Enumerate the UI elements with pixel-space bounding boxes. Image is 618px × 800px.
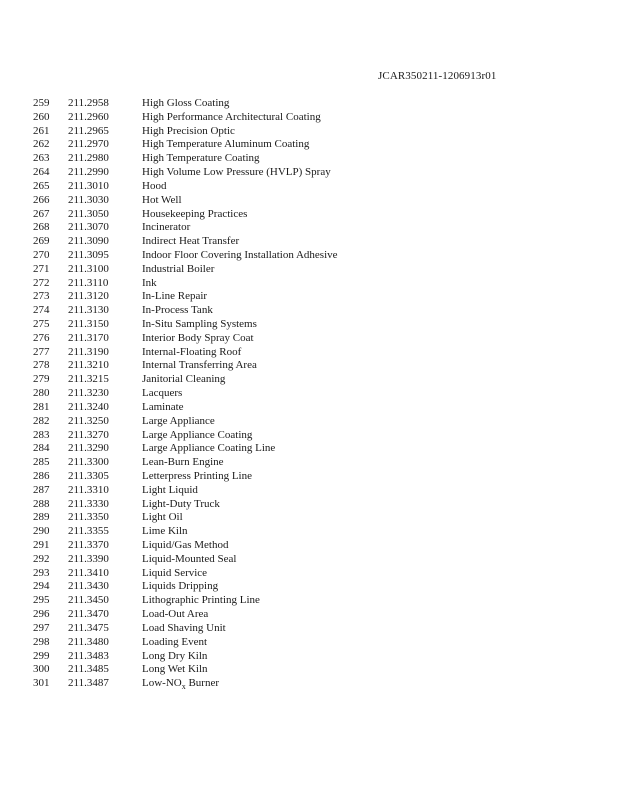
- list-item: [0, 636, 618, 650]
- list-item: [0, 401, 618, 415]
- section-number: 211.2980: [68, 152, 109, 165]
- item-number: 291: [33, 539, 50, 551]
- term-name: Indirect Heat Transfer: [142, 235, 240, 248]
- list-item: [0, 359, 618, 373]
- term-name: High Temperature Aluminum Coating: [142, 138, 310, 151]
- section-number: 211.3240: [68, 400, 109, 413]
- item-number: 301: [33, 677, 50, 690]
- term-name: High Volume Low Pressure (HVLP) Spray: [142, 166, 331, 179]
- term-name: Liquids Dripping: [142, 580, 219, 593]
- item-number: 285: [33, 456, 50, 469]
- item-number: 298: [33, 635, 50, 648]
- section-number: 211.3070: [68, 221, 109, 234]
- term-name: High Temperature Coating: [142, 152, 260, 165]
- section-number: 211.3330: [68, 497, 109, 510]
- list-item: [0, 346, 618, 360]
- term-name: Load Shaving Unit: [142, 621, 226, 634]
- term-name: Long Wet Kiln: [142, 663, 208, 676]
- section-number: 211.3487: [68, 677, 109, 690]
- term-name: Hood: [142, 179, 167, 192]
- section-number: 211.3310: [68, 483, 109, 496]
- item-number: 274: [33, 304, 50, 317]
- term-name: Indoor Floor Covering Installation Adhesive: [142, 248, 338, 261]
- item-number: 277: [33, 345, 50, 358]
- item-number: 260: [33, 110, 50, 123]
- section-number: 211.2990: [68, 166, 109, 179]
- list-item: [0, 594, 618, 608]
- term-name: Load-Out Area: [142, 608, 209, 621]
- item-number: 281: [33, 400, 50, 413]
- item-number: 283: [33, 428, 50, 441]
- list-item: [0, 650, 618, 664]
- item-number: 266: [33, 193, 50, 206]
- term-name: Light Liquid: [142, 483, 198, 496]
- list-item: [0, 484, 618, 498]
- term-name: In-Line Repair: [142, 290, 208, 303]
- section-number: 211.3120: [68, 290, 109, 303]
- item-number: 272: [33, 276, 50, 289]
- term-name: High Precision Optic: [142, 124, 235, 137]
- item-number: 300: [33, 663, 50, 676]
- term-name: Lean-Burn Engine: [142, 456, 224, 469]
- section-number: 211.3010: [68, 179, 109, 192]
- list-item: [0, 166, 618, 180]
- section-number: 211.3370: [68, 539, 109, 551]
- item-number: 269: [33, 235, 50, 248]
- list-item: [0, 138, 618, 152]
- item-number: 287: [33, 483, 50, 496]
- section-number: 211.3100: [68, 262, 109, 275]
- term-text-suffix: Burner: [185, 677, 220, 690]
- term-name: Internal Transferring Area: [142, 359, 257, 372]
- term-name: Large Appliance Coating Line: [142, 442, 276, 455]
- section-number: 211.3030: [68, 193, 109, 206]
- term-name: Light Oil: [142, 511, 183, 524]
- list-item: [0, 221, 618, 235]
- item-number: 299: [33, 649, 50, 662]
- item-number: 270: [33, 248, 50, 261]
- list-item: [0, 249, 618, 263]
- section-number: 211.3475: [68, 621, 109, 634]
- item-number: 278: [33, 359, 50, 372]
- list-item: [0, 622, 618, 636]
- list-item: [0, 235, 618, 249]
- item-number: 273: [33, 290, 50, 303]
- term-name: Hot Well: [142, 193, 182, 206]
- list-item: [0, 277, 618, 291]
- item-number: 279: [33, 373, 50, 386]
- item-number: 295: [33, 594, 50, 607]
- term-name: Liquid-Mounted Seal: [142, 552, 237, 565]
- term-name: High Performance Architectural Coating: [142, 110, 321, 123]
- item-number: 265: [33, 179, 50, 192]
- term-name: Liquid Service: [142, 566, 208, 579]
- term-name: [142, 677, 219, 691]
- section-number: 211.2960: [68, 110, 109, 123]
- list-item: [0, 456, 618, 470]
- term-name: Janitorial Cleaning: [142, 373, 226, 386]
- list-item: [0, 180, 618, 194]
- section-number: 211.3430: [68, 580, 109, 593]
- list-item: [0, 304, 618, 318]
- list-item: [0, 263, 618, 277]
- section-number: 211.3230: [68, 387, 109, 400]
- item-number: 296: [33, 608, 50, 621]
- section-number: 211.3110: [68, 276, 109, 289]
- definitions-list: [0, 97, 618, 691]
- section-number: 211.3355: [68, 525, 109, 538]
- list-item: [0, 525, 618, 539]
- list-item: [0, 332, 618, 346]
- list-item: [0, 553, 618, 567]
- term-text: Low-NO: [142, 677, 182, 690]
- term-name: High Gloss Coating: [142, 97, 230, 109]
- list-item: [0, 152, 618, 166]
- list-item: [0, 663, 618, 677]
- term-subscript: x: [181, 682, 186, 692]
- section-number: 211.3215: [68, 373, 109, 386]
- section-number: 211.3483: [68, 649, 109, 662]
- list-item: [0, 580, 618, 594]
- item-number: 259: [33, 97, 50, 109]
- section-number: 211.3090: [68, 235, 109, 248]
- list-item: [0, 415, 618, 429]
- item-number: 284: [33, 442, 50, 455]
- item-number: 276: [33, 331, 50, 344]
- section-number: 211.3095: [68, 248, 109, 261]
- term-name: Internal-Floating Roof: [142, 345, 242, 358]
- list-item: [0, 567, 618, 581]
- list-item: [0, 442, 618, 456]
- section-number: 211.3130: [68, 304, 109, 317]
- section-number: 211.3390: [68, 552, 109, 565]
- section-number: 211.3305: [68, 469, 109, 482]
- term-name: Laminate: [142, 400, 184, 413]
- list-item: [0, 470, 618, 484]
- term-name: Liquid/Gas Method: [142, 539, 229, 551]
- list-item: [0, 498, 618, 512]
- item-number: 293: [33, 566, 50, 579]
- item-number: 280: [33, 387, 50, 400]
- list-item: [0, 511, 618, 525]
- item-number: 268: [33, 221, 50, 234]
- item-number: 290: [33, 525, 50, 538]
- term-name: Long Dry Kiln: [142, 649, 208, 662]
- section-number: 211.3170: [68, 331, 109, 344]
- item-number: 286: [33, 469, 50, 482]
- section-number: 211.3150: [68, 318, 109, 330]
- section-number: 211.3350: [68, 511, 109, 524]
- term-name: Letterpress Printing Line: [142, 469, 252, 482]
- list-item: [0, 125, 618, 139]
- list-item: [0, 429, 618, 443]
- item-number: 288: [33, 497, 50, 510]
- term-name: Large Appliance Coating: [142, 428, 253, 441]
- term-name: Industrial Boiler: [142, 262, 215, 275]
- term-name: Lime Kiln: [142, 525, 188, 538]
- term-name: Interior Body Spray Coat: [142, 331, 254, 344]
- item-number: 282: [33, 414, 50, 427]
- item-number: 292: [33, 552, 50, 565]
- list-item: [0, 194, 618, 208]
- term-name: Lacquers: [142, 387, 183, 400]
- item-number: 262: [33, 138, 50, 151]
- list-item: [0, 539, 618, 553]
- section-number: 211.3300: [68, 456, 109, 469]
- section-number: 211.3290: [68, 442, 109, 455]
- item-number: 271: [33, 262, 50, 275]
- section-number: 211.3190: [68, 345, 109, 358]
- section-number: 211.3210: [68, 359, 109, 372]
- list-item: [0, 318, 618, 332]
- list-item: [0, 208, 618, 222]
- term-name: Ink: [142, 276, 157, 289]
- term-name: Lithographic Printing Line: [142, 594, 260, 607]
- list-item: [0, 373, 618, 387]
- section-number: 211.3480: [68, 635, 109, 648]
- item-number: 263: [33, 152, 50, 165]
- document-code: JCAR350211-1206913r01: [378, 70, 497, 82]
- list-item: [0, 677, 618, 691]
- list-item: [0, 608, 618, 622]
- item-number: 294: [33, 580, 50, 593]
- term-name: Light-Duty Truck: [142, 497, 220, 510]
- section-number: 211.2958: [68, 97, 109, 109]
- section-number: 211.3485: [68, 663, 109, 676]
- item-number: 275: [33, 318, 50, 330]
- item-number: 289: [33, 511, 50, 524]
- item-number: 264: [33, 166, 50, 179]
- item-number: 297: [33, 621, 50, 634]
- term-name: Housekeeping Practices: [142, 207, 248, 220]
- list-item: [0, 111, 618, 125]
- section-number: 211.3410: [68, 566, 109, 579]
- term-name: Incinerator: [142, 221, 191, 234]
- item-number: 261: [33, 124, 50, 137]
- term-name: In-Situ Sampling Systems: [142, 318, 257, 330]
- term-name: In-Process Tank: [142, 304, 213, 317]
- section-number: 211.2965: [68, 124, 109, 137]
- list-item: [0, 290, 618, 304]
- section-number: 211.3450: [68, 594, 109, 607]
- section-number: 211.3470: [68, 608, 109, 621]
- section-number: 211.2970: [68, 138, 109, 151]
- list-item: [0, 97, 618, 111]
- section-number: 211.3270: [68, 428, 109, 441]
- list-item: [0, 387, 618, 401]
- section-number: 211.3250: [68, 414, 109, 427]
- item-number: 267: [33, 207, 50, 220]
- section-number: 211.3050: [68, 207, 109, 220]
- term-name: Large Appliance: [142, 414, 215, 427]
- term-name: Loading Event: [142, 635, 208, 648]
